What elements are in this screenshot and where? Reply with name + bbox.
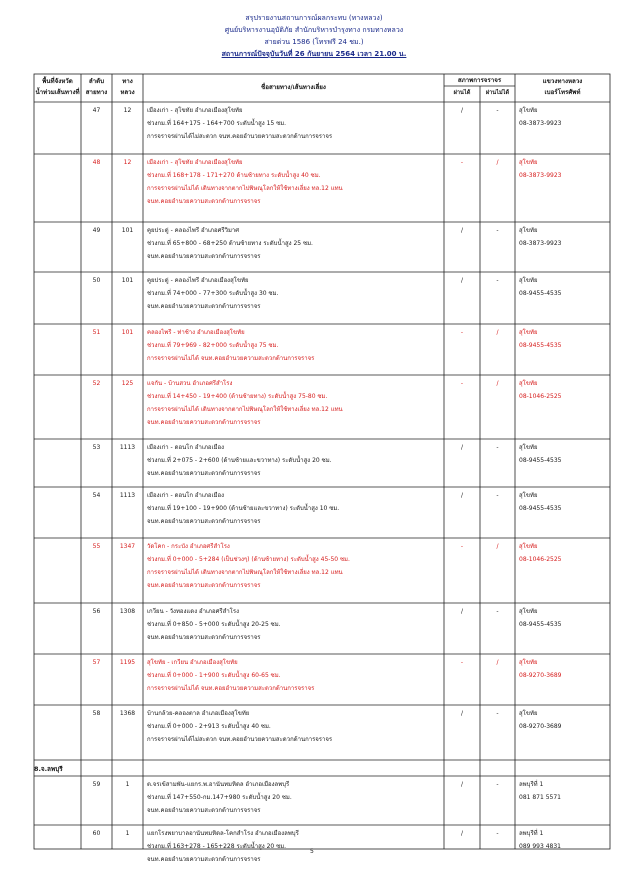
report-subtitle: ศูนย์บริหารงานอุบัติภัย สำนักบริหารบำรุงทาง กรมทางหลวง [224,26,404,34]
row-detail-line: จนท.คอยอำนวยความสะดวกด้านการจราจร [147,807,261,814]
row-route-name: คูยประดู่ - คลองไพรี อำเภอศรีวิมาศ [147,227,240,234]
row-route-number: 125 [121,380,134,387]
row-order-number: 47 [92,107,101,114]
row-route-number: 1113 [119,444,136,451]
row-route-name: คูยประดู่ - คลองไพรี อำเภอเมืองสุโขทัย [147,277,249,284]
row-order-number: 49 [92,227,101,234]
row-passable-mark: - [460,159,464,166]
row-impassable-mark: / [496,159,499,166]
row-route-number: 101 [121,329,134,336]
row-route-number: 101 [121,227,134,234]
row-detail-line: ช่วงกม.ที่ 14+450 - 19+400 (ด้านซ้ายทาง) ระดับน้ำสูง 75-80 ซม. [147,393,328,400]
row-phone-number: 08-9455-4535 [519,505,562,512]
row-order-number: 56 [92,608,101,615]
row-order-number: 53 [92,444,101,451]
row-phone-number: 08-9270-3689 [519,672,562,679]
row-impassable-mark: - [496,444,499,451]
row-detail-line: จนท.คอยอำนวยความสะดวกด้านการจราจร [147,419,261,426]
row-order-number: 60 [92,830,101,837]
row-detail-line: ช่วงกม.ที่ 168+178 - 171+270 ด้านซ้ายทาง ระดับน้ำสูง 40 ซม. [147,172,321,179]
row-order-number: 52 [92,380,101,387]
row-route-name: เมืองเก่า - ดอนโก อำเภอเมือง [147,492,225,499]
col-province: พื้นที่จังหวัด น้ำท่วมเส้นทางที่ [35,78,80,96]
row-route-number: 1347 [119,543,136,550]
row-district-office: สุโขทัย [519,543,538,550]
row-passable-mark: - [460,380,464,387]
row-route-name: ต.จรเข้สามพัน-แยกร.พ.อานันทมหิดล อำเภอเมืองลพบุรี [147,781,290,788]
row-district-office: สุโขทัย [519,492,538,499]
row-detail-line: ช่วงกม.ที่ 79+969 - 82+000 ระดับน้ำสูง 75 ซม. [147,342,279,349]
row-impassable-mark: - [496,227,499,234]
row-detail-line: ช่วงกม.ที่ 0+850 - 5+000 ระดับน้ำสูง 20-25 ซม. [147,621,281,628]
row-phone-number: 08-1046-2525 [519,393,562,400]
row-phone-number: 08-9455-4535 [519,457,562,464]
row-detail-line: ช่วงกม.ที่ 0+000 - 5+284 (เป็นช่วงๆ) (ด้านซ้ายทาง) ระดับน้ำสูง 45-50 ซม. [147,556,350,563]
row-detail-line: ช่วงกม.ที่ 163+278 - 165+228 ระดับน้ำสูง 20 ซม. [147,843,287,850]
row-detail-line: การจราจรผ่านไม่ได้ จนท.คอยอำนวยความสะดวกด้านการจราจร [147,355,315,362]
row-district-office: สุโขทัย [519,107,538,114]
row-route-number: 1308 [119,608,136,615]
row-route-number: 12 [123,159,132,166]
row-passable-mark: / [460,277,464,284]
row-detail-line: ช่วงกม.ที่ 2+075 - 2+600 (ด้านซ้ายและขวาทาง) ระดับน้ำสูง 20 ซม. [147,457,332,464]
row-route-name: บ้านกล้วย-คลองตาล อำเภอเมืองสุโขทัย [147,710,250,717]
row-passable-mark: / [460,107,464,114]
row-detail-line: ช่วงกม.ที่ 164+175 - 164+700 ระดับน้ำสูง 15 ซม. [147,120,287,127]
row-passable-mark: / [460,492,464,499]
row-route-name: คลองไพรี - ท่าช้าง อำเภอเมืองสุโขทัย [147,329,245,336]
row-detail-line: การจราจรผ่านไม่ได้ เดินทางจากตากไปพิษณุโลกให้ใช้ทางเลี่ยง ทล.12 แทน [147,185,343,192]
col-district-office: แขวงทางหลวง เบอร์โทรศัพท์ [542,78,583,96]
col-route-name: ชื่อสายทาง/เส้นทางเลี่ยง [261,84,326,91]
row-route-number: 1 [125,830,130,837]
row-passable-mark: / [460,781,464,788]
row-passable-mark: / [460,444,464,451]
row-detail-line: ช่วงกม.ที่ 19+100 - 19+900 (ด้านซ้ายและขวาทาง) ระดับน้ำสูง 10 ซม. [147,505,340,512]
row-impassable-mark: / [496,380,499,387]
province-section-label: 8.จ.ลพบุรี [34,765,63,773]
row-route-number: 101 [121,277,134,284]
row-detail-line: จนท.คอยอำนวยความสะดวกด้านการจราจร [147,518,261,525]
row-route-number: 1 [125,781,130,788]
row-detail-line: ช่วงกม.ที่ 74+000 - 77+300 ระดับน้ำสูง 30 ซม. [147,290,279,297]
row-district-office: สุโขทัย [519,277,538,284]
row-impassable-mark: / [496,543,499,550]
row-route-name: เมืองเก่า - สุโขทัย อำเภอเมืองสุโขทัย [147,159,243,166]
row-phone-number: 08-3873-9923 [519,240,562,247]
row-district-office: สุโขทัย [519,659,538,666]
report-datetime: สถานการณ์ปัจจุบันวันที่ 26 กันยายน 2564 เวลา 21.00 น. [221,50,407,58]
row-route-name: สุโขทัย - เกวียน อำเภอเมืองสุโขทัย [147,659,238,666]
row-passable-mark: - [460,659,464,666]
row-route-number: 12 [123,107,132,114]
row-district-office: สุโขทัย [519,444,538,451]
row-route-number: 1368 [119,710,136,717]
row-impassable-mark: - [496,710,499,717]
row-order-number: 59 [92,781,101,788]
col-traffic-status: สภาพการจราจร [457,77,502,84]
row-detail-line: จนท.คอยอำนวยความสะดวกด้านการจราจร [147,303,261,310]
row-district-office: สุโขทัย [519,159,538,166]
row-phone-number: 08-9455-4535 [519,290,562,297]
row-detail-line: จนท.คอยอำนวยความสะดวกด้านการจราจร [147,582,261,589]
row-phone-number: 08-3873-9923 [519,120,562,127]
row-impassable-mark: - [496,781,499,788]
row-detail-line: ช่วงกม.ที่ 147+550-กม.147+980 ระดับน้ำสูง 20 ซม. [147,794,292,801]
row-district-office: สุโขทัย [519,608,538,615]
row-impassable-mark: - [496,608,499,615]
row-impassable-mark: - [496,277,499,284]
row-order-number: 55 [92,543,101,550]
row-detail-line: จนท.คอยอำนวยความสะดวกด้านการจราจร [147,198,261,205]
row-detail-line: จนท.คอยอำนวยความสะดวกด้านการจราจร [147,856,261,863]
row-detail-line: ช่วงกม.ที่ 65+800 - 68+250 ด้านซ้ายทาง ระดับน้ำสูง 25 ซม. [147,240,313,247]
row-order-number: 51 [92,329,101,336]
row-detail-line: ช่วงกม.ที่ 0+000 - 1+900 ระดับน้ำสูง 60-65 ซม. [147,672,281,679]
col-passable: ผ่านได้ [453,90,471,96]
row-passable-mark: / [460,710,464,717]
row-passable-mark: - [460,329,464,336]
row-order-number: 50 [92,277,101,284]
row-impassable-mark: - [496,107,499,114]
row-phone-number: 08-9455-4535 [519,342,562,349]
row-phone-number: 08-9270-3689 [519,723,562,730]
row-district-office: สุโขทัย [519,227,538,234]
row-passable-mark: / [460,830,464,837]
row-route-number: 1113 [119,492,136,499]
row-route-name: เกวียน - วังทองแดง อำเภอศรีสำโรง [147,608,240,615]
row-district-office: ลพบุรีที่ 1 [519,830,544,837]
row-detail-line: การจราจรผ่านได้ไม่สะดวก จนท.คอยอำนวยความสะดวกด้านการจราจร [147,736,333,743]
row-route-name: เมืองเก่า - สุโขทัย อำเภอเมืองสุโขทัย [147,107,243,114]
row-detail-line: การจราจรผ่านได้ไม่สะดวก จนท.คอยอำนวยความสะดวกด้านการจราจร [147,133,333,140]
row-route-number: 1195 [119,659,136,666]
row-phone-number: 08-1046-2525 [519,556,562,563]
row-detail-line: การจราจรผ่านไม่ได้ เดินทางจากตากไปพิษณุโลกให้ใช้ทางเลี่ยง ทล.12 แทน [147,569,343,576]
row-impassable-mark: - [496,830,499,837]
row-detail-line: จนท.คอยอำนวยความสะดวกด้านการจราจร [147,470,261,477]
row-district-office: สุโขทัย [519,710,538,717]
row-phone-number: 08-3873-9923 [519,172,562,179]
row-order-number: 57 [92,659,101,666]
row-order-number: 54 [92,492,101,499]
row-passable-mark: / [460,608,464,615]
row-route-name: แจกัน - บ้านสวน อำเภอศรีสำโรง [147,380,233,387]
row-detail-line: ช่วงกม.ที่ 0+000 - 2+913 ระดับน้ำสูง 40 ซม. [147,723,271,730]
row-district-office: สุโขทัย [519,329,538,336]
row-detail-line: จนท.คอยอำนวยความสะดวกด้านการจราจร [147,253,261,260]
row-passable-mark: / [460,227,464,234]
row-phone-number: 08-9455-4535 [519,621,562,628]
row-district-office: สุโขทัย [519,380,538,387]
col-route: ทาง หลวง [120,78,135,96]
row-detail-line: การจราจรผ่านไม่ได้ เดินทางจากตากไปพิษณุโลกให้ใช้ทางเลี่ยง ทล.12 แทน [147,406,343,413]
col-impassable: ผ่านไม่ได้ [485,90,510,96]
hotline: สายด่วน 1586 (โทรฟรี 24 ชม.) [264,38,364,46]
row-route-name: แยกโรงพยาบาลอานันทมหิดล-โคกสำโรง อำเภอเมืองลพบุรี [147,830,299,837]
col-order: ลำดับ สายทาง [85,78,108,96]
row-impassable-mark: / [496,329,499,336]
row-detail-line: การจราจรผ่านไม่ได้ จนท.คอยอำนวยความสะดวกด้านการจราจร [147,685,315,692]
row-detail-line: จนท.คอยอำนวยความสะดวกด้านการจราจร [147,634,261,641]
row-route-name: วัดโคก - กระบัง อำเภอศรีสำโรง [147,543,230,550]
row-phone-number: 089 993 4831 [519,843,561,850]
row-impassable-mark: / [496,659,499,666]
row-phone-number: 081 871 5571 [519,794,561,801]
report-title: สรุปรายงานสถานการณ์ผลกระทบ (ทางหลวง) [245,14,383,22]
row-order-number: 58 [92,710,101,717]
row-impassable-mark: - [496,492,499,499]
row-passable-mark: - [460,543,464,550]
row-order-number: 48 [92,159,101,166]
row-route-name: เมืองเก่า - ดอนโก อำเภอเมือง [147,444,225,451]
page-number: 5 [310,848,314,855]
row-district-office: ลพบุรีที่ 1 [519,781,544,788]
